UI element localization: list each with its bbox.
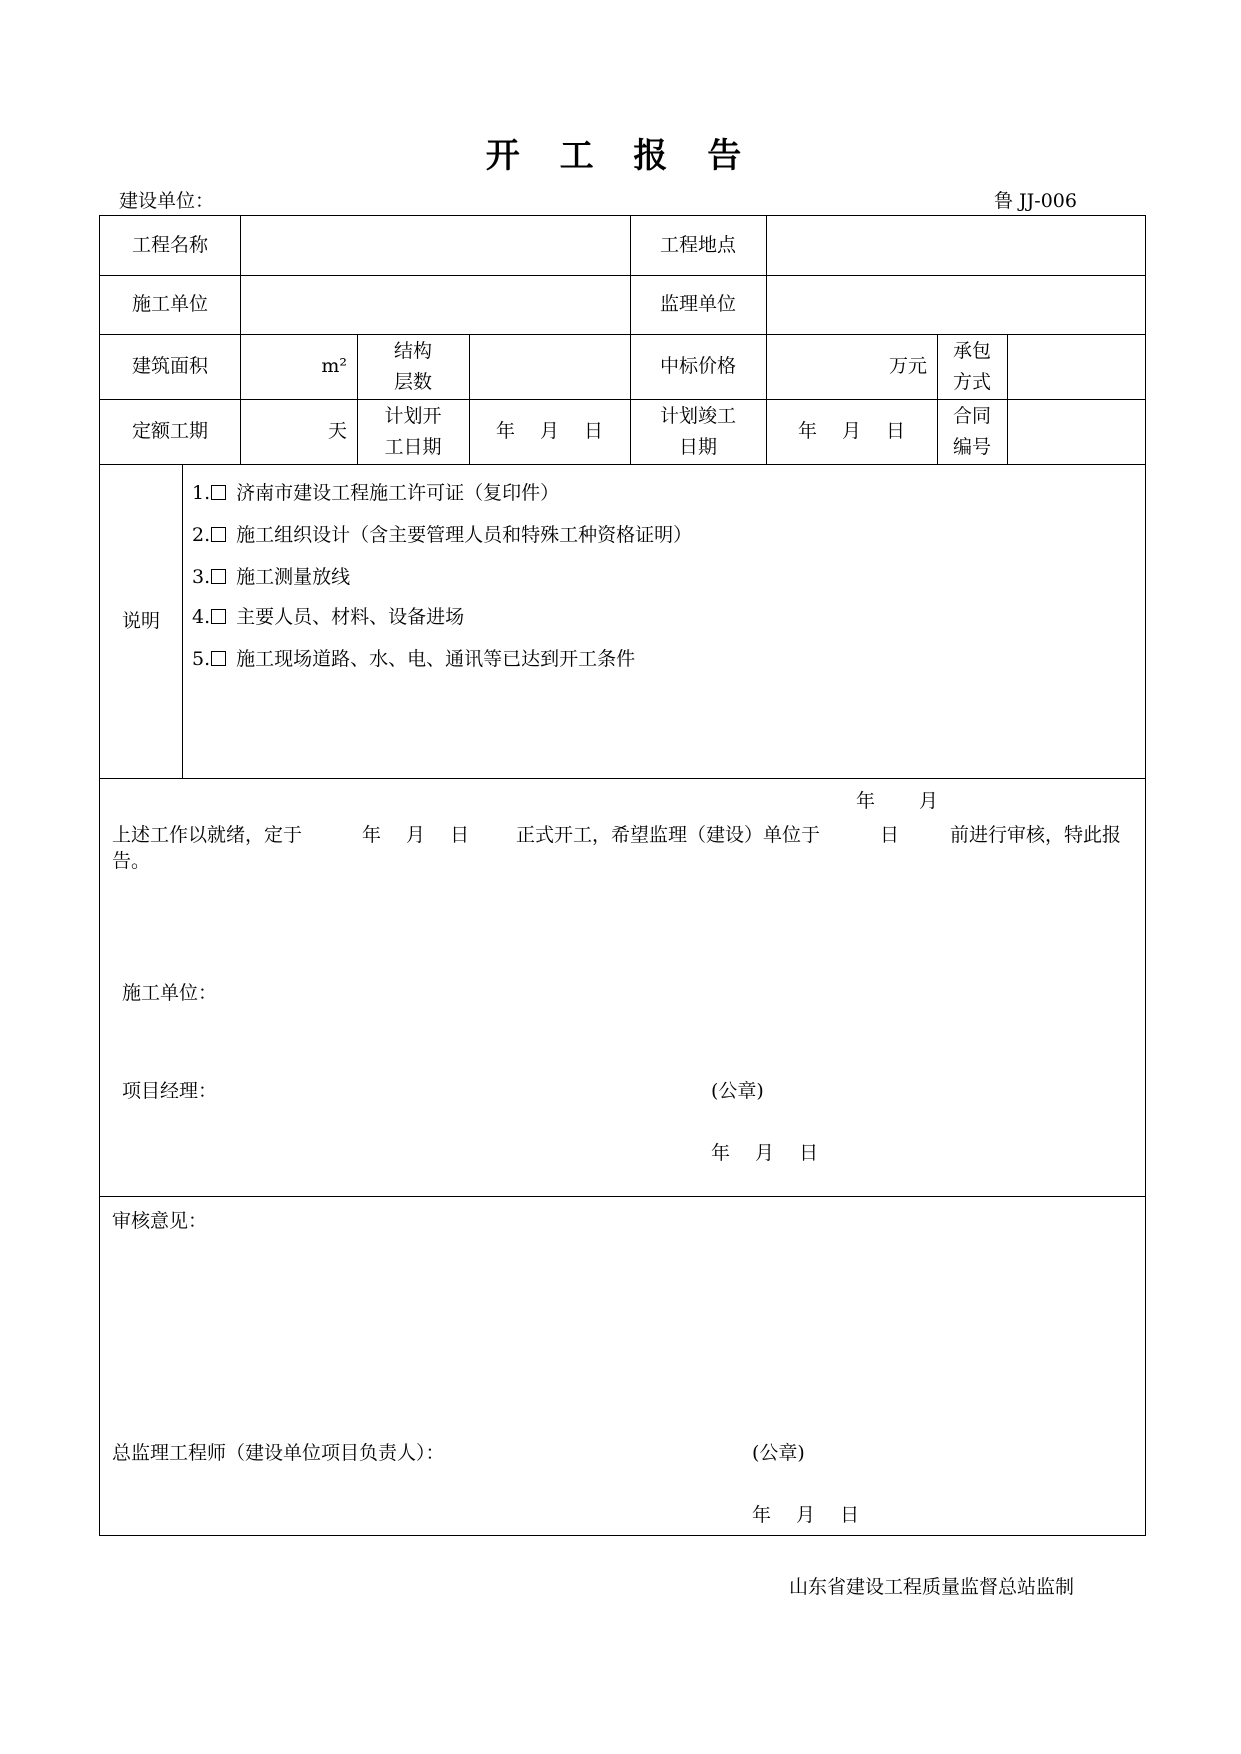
client-label: 建设单位： (119, 190, 215, 212)
contractor-sign-date: 年 月 日 (711, 1142, 819, 1164)
report-form (99, 215, 1146, 1536)
review-label: 审核意见： (112, 1210, 208, 1232)
planned-finish-label: 计划竣工 日期 (659, 404, 736, 458)
checkbox-icon[interactable] (211, 609, 226, 624)
contract-no-field[interactable] (1008, 399, 1145, 464)
note-item-4: 4. 主要人员、材料、设备进场 (192, 606, 465, 628)
planned-start-date[interactable]: 年 月 日 (495, 420, 604, 442)
report-text-tail: 告。 (112, 850, 151, 872)
checkbox-icon[interactable] (211, 651, 226, 666)
quota-period-label: 定额工期 (131, 420, 208, 442)
chief-supervisor-label: 总监理工程师（建设单位项目负责人）： (112, 1442, 445, 1464)
supervisor-field[interactable] (767, 275, 1145, 334)
form-code: 鲁 JJ-006 (994, 190, 1077, 212)
supervisor-label: 监理单位 (659, 293, 736, 315)
report-day: 日 (880, 824, 900, 846)
contract-mode-field[interactable] (1008, 334, 1145, 399)
report-text-2: 正式开工，希望监理（建设）单位于 (516, 824, 821, 846)
notes-label: 说明 (121, 609, 160, 632)
checkbox-icon[interactable] (211, 527, 226, 542)
contractor-seal: (公章) (711, 1080, 764, 1102)
contract-mode-label: 承包 方式 (952, 339, 991, 393)
project-manager-label: 项目经理： (122, 1080, 218, 1102)
project-location-field[interactable] (767, 216, 1145, 275)
report-text-1: 上述工作以就绪，定于 (112, 824, 303, 846)
bid-price-unit: 万元 (888, 355, 927, 377)
bid-price-label: 中标价格 (659, 355, 736, 377)
review-sign-date: 年 月 日 (752, 1504, 860, 1526)
structure-floors-label: 结构 层数 (393, 339, 432, 393)
contractor-sign-label: 施工单位： (122, 982, 218, 1004)
contractor-label: 施工单位 (131, 293, 208, 315)
contract-no-label: 合同 编号 (952, 404, 991, 458)
planned-start-label: 计划开 工日期 (384, 404, 442, 458)
note-item-5: 5. 施工现场道路、水、电、通讯等已达到开工条件 (192, 648, 636, 670)
quota-day-unit: 天 (327, 420, 347, 442)
project-name-label: 工程名称 (131, 234, 208, 256)
structure-floors-field[interactable] (470, 334, 630, 399)
report-start-date: 年 月 日 (362, 824, 470, 846)
contractor-field[interactable] (241, 275, 630, 334)
note-item-3: 3. 施工测量放线 (192, 566, 351, 588)
page-title: 开 工 报 告 (485, 136, 756, 176)
report-text-3: 前进行审核，特此报 (950, 824, 1122, 846)
planned-finish-date[interactable]: 年 月 日 (797, 420, 906, 442)
note-item-2: 2. 施工组织设计（含主要管理人员和特殊工种资格证明） (192, 524, 693, 546)
checkbox-icon[interactable] (211, 485, 226, 500)
note-item-1: 1. 济南市建设工程施工许可证（复印件） (192, 482, 560, 504)
floor-area-unit: m² (321, 355, 347, 377)
floor-area-label: 建筑面积 (131, 355, 208, 377)
project-name-field[interactable] (241, 216, 630, 275)
report-year-month: 年 月 (856, 790, 939, 812)
project-location-label: 工程地点 (659, 234, 736, 256)
review-seal: (公章) (752, 1442, 805, 1464)
footer-issuer: 山东省建设工程质量监督总站监制 (789, 1576, 1075, 1598)
checkbox-icon[interactable] (211, 569, 226, 584)
